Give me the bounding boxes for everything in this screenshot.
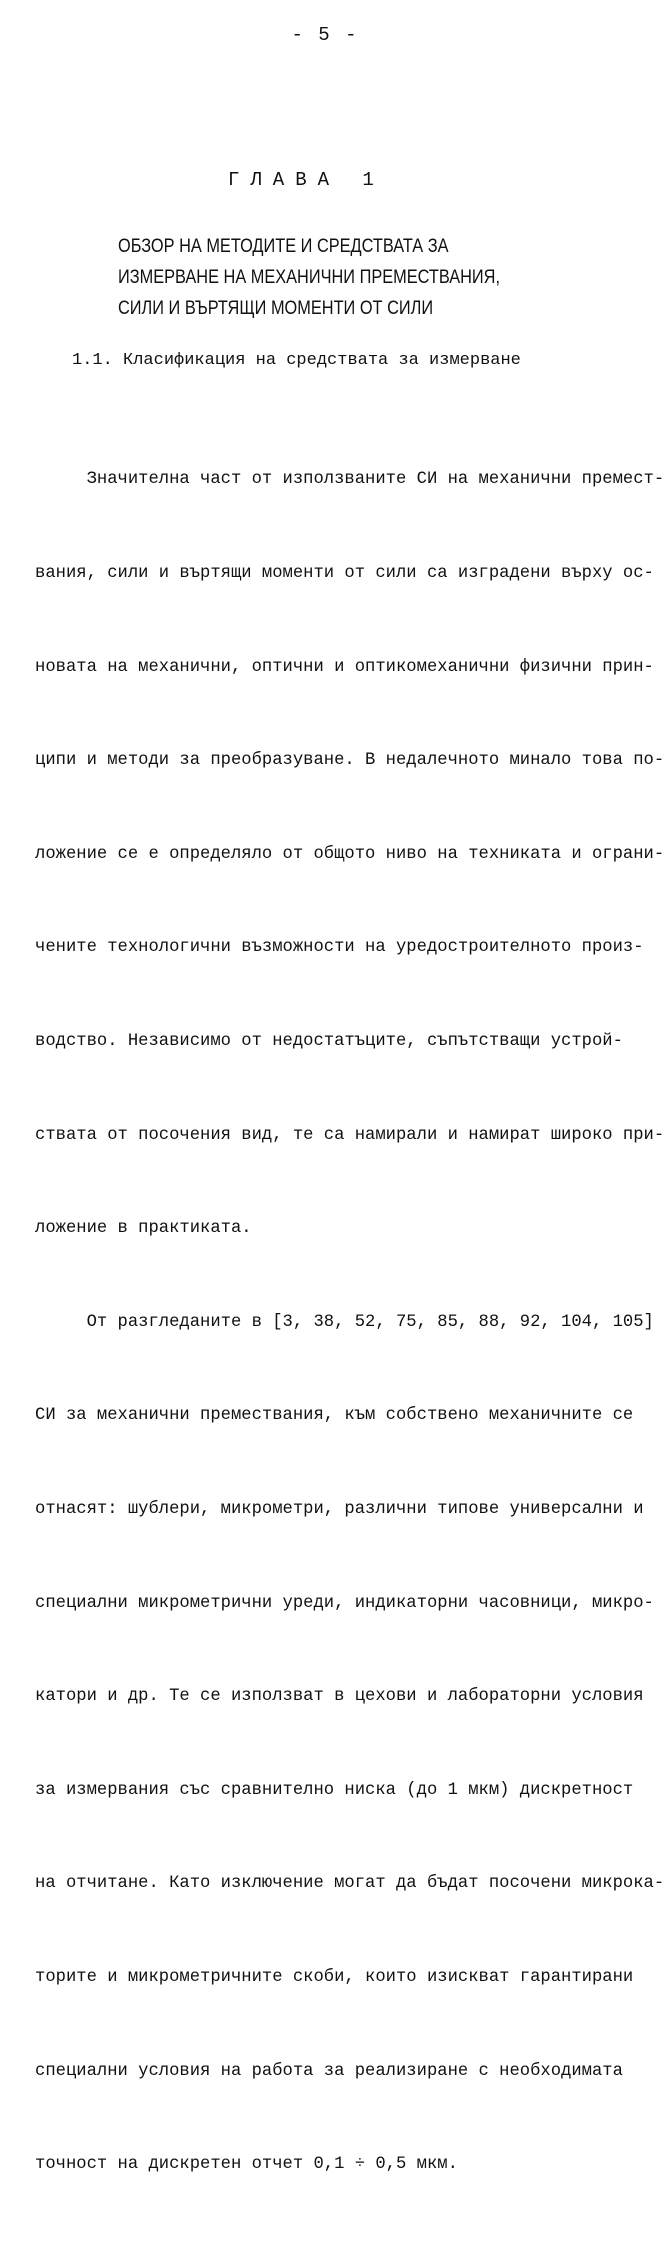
body-line: специални микрометрични уреди, индикаторни часовници, микро- xyxy=(35,1593,654,1613)
body-line: От разгледаните в [3, 38, 52, 75, 85, 88, 92, 104, 105] xyxy=(35,1312,654,1332)
chapter-subtitle xyxy=(118,230,500,324)
body-line: точност на дискретен отчет 0,1 ÷ 0,5 мкм. xyxy=(35,2155,458,2175)
body-text xyxy=(35,402,664,2243)
chapter-subtitle-line: СИЛИ И ВЪРТЯЩИ МОМЕНТИ ОТ СИЛИ xyxy=(118,298,434,320)
body-line: на отчитане. Като изключение могат да бъдат посочени микрока- xyxy=(35,1874,664,1894)
section-heading: 1.1. Класификация на средствата за измерване xyxy=(72,351,521,370)
body-line: отнасят: шублери, микрометри, различни типове универсални и xyxy=(35,1499,644,1519)
chapter-subtitle-line: ИЗМЕРВАНЕ НА МЕХАНИЧНИ ПРЕМЕСТВАНИЯ, xyxy=(118,267,501,289)
body-line: вания, сили и въртящи моменти от сили са изградени върху ос- xyxy=(35,564,654,583)
body-line: ложение се е определяло от общото ниво на техниката и ограни- xyxy=(35,844,664,864)
body-line: СИ за механични премествания, към собствено механичните се xyxy=(35,1406,634,1426)
body-line: ствата от посочения вид, те са намирали и намират широко при- xyxy=(35,1125,664,1145)
body-line: новата на механични, оптични и оптикомеханични физични прин- xyxy=(35,657,654,677)
body-line: чените технологични възможности на уредостроителното произ- xyxy=(35,938,644,958)
page-number: - 5 - xyxy=(291,24,359,46)
body-line: торите и микрометричните скоби, които изискват гарантирани xyxy=(35,1967,634,1987)
body-line: водство. Независимо от недостатъците, съпътстващи устрой- xyxy=(35,1031,623,1051)
body-line: Значителна част от използваните СИ на механични премест- xyxy=(35,470,664,490)
body-line: катори и др. Те се използват в цехови и лабораторни условия xyxy=(35,1687,644,1707)
chapter-title: ГЛАВА 1 xyxy=(228,169,385,191)
body-line: ложение в практиката. xyxy=(35,1219,252,1239)
body-line: за измервания със сравнително ниска (до 1 мкм) дискретност xyxy=(35,1780,634,1800)
chapter-subtitle-line: ОБЗОР НА МЕТОДИТЕ И СРЕДСТВАТА ЗА xyxy=(118,236,449,257)
body-line: ципи и методи за преобразуване. В недалечното минало това по- xyxy=(35,751,664,771)
body-line: специални условия на работа за реализиране с необходимата xyxy=(35,2061,623,2081)
